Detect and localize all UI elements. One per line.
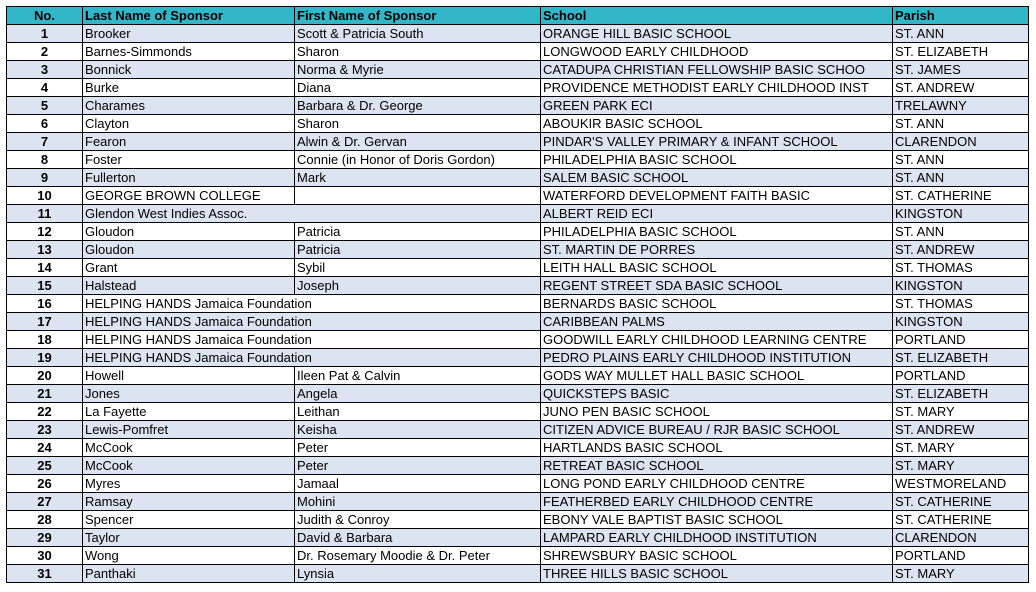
cell-school: CATADUPA CHRISTIAN FELLOWSHIP BASIC SCHOO [541,61,893,79]
cell-last-name: HELPING HANDS Jamaica Foundation [83,295,541,313]
table-row [7,331,1029,349]
cell-first-name: Connie (in Honor of Doris Gordon) [295,151,541,169]
cell-no: 4 [7,79,83,97]
cell-first-name: Diana [295,79,541,97]
cell-no: 5 [7,97,83,115]
table-row [7,349,1029,367]
cell-no: 2 [7,43,83,61]
table-row [7,79,1029,97]
cell-parish: CLARENDON [893,529,1029,547]
cell-last-name: Barnes-Simmonds [83,43,295,61]
cell-school: GODS WAY MULLET HALL BASIC SCHOOL [541,367,893,385]
sponsor-table-container [6,6,1028,583]
cell-parish: ST. ELIZABETH [893,385,1029,403]
cell-no: 19 [7,349,83,367]
table-row [7,529,1029,547]
cell-no: 31 [7,565,83,583]
cell-last-name: La Fayette [83,403,295,421]
table-row [7,457,1029,475]
cell-parish: KINGSTON [893,205,1029,223]
cell-parish: ST. CATHERINE [893,493,1029,511]
cell-no: 23 [7,421,83,439]
table-row [7,133,1029,151]
cell-school: RETREAT BASIC SCHOOL [541,457,893,475]
cell-first-name: Sharon [295,43,541,61]
cell-school: THREE HILLS BASIC SCHOOL [541,565,893,583]
cell-school: QUICKSTEPS BASIC [541,385,893,403]
cell-last-name: Glendon West Indies Assoc. [83,205,541,223]
cell-no: 3 [7,61,83,79]
table-row [7,547,1029,565]
cell-first-name: Norma & Myrie [295,61,541,79]
cell-no: 10 [7,187,83,205]
cell-no: 24 [7,439,83,457]
cell-parish: ST. ANN [893,151,1029,169]
cell-last-name: Spencer [83,511,295,529]
cell-school: LONG POND EARLY CHILDHOOD CENTRE [541,475,893,493]
table-row [7,277,1029,295]
cell-last-name: Howell [83,367,295,385]
cell-no: 14 [7,259,83,277]
cell-school: PEDRO PLAINS EARLY CHILDHOOD INSTITUTION [541,349,893,367]
cell-parish: WESTMORELAND [893,475,1029,493]
cell-school: LAMPARD EARLY CHILDHOOD INSTITUTION [541,529,893,547]
table-row [7,313,1029,331]
cell-parish: ST. ANN [893,115,1029,133]
table-row [7,115,1029,133]
cell-no: 8 [7,151,83,169]
header-first-name: First Name of Sponsor [295,7,541,25]
cell-last-name: Fearon [83,133,295,151]
cell-last-name: Fullerton [83,169,295,187]
cell-last-name: Lewis-Pomfret [83,421,295,439]
cell-parish: ST. THOMAS [893,259,1029,277]
cell-first-name: Dr. Rosemary Moodie & Dr. Peter [295,547,541,565]
table-row [7,295,1029,313]
cell-parish: ST. JAMES [893,61,1029,79]
cell-no: 21 [7,385,83,403]
table-row [7,187,1029,205]
cell-school: PHILADELPHIA BASIC SCHOOL [541,223,893,241]
cell-no: 6 [7,115,83,133]
cell-no: 12 [7,223,83,241]
cell-first-name: Sybil [295,259,541,277]
cell-school: LONGWOOD EARLY CHILDHOOD [541,43,893,61]
table-row [7,97,1029,115]
cell-school: LEITH HALL BASIC SCHOOL [541,259,893,277]
cell-last-name: Foster [83,151,295,169]
cell-parish: ST. THOMAS [893,295,1029,313]
cell-parish: ST. ELIZABETH [893,43,1029,61]
cell-school: ST. MARTIN DE PORRES [541,241,893,259]
cell-first-name: Lynsia [295,565,541,583]
table-row [7,475,1029,493]
cell-last-name: Burke [83,79,295,97]
cell-school: BERNARDS BASIC SCHOOL [541,295,893,313]
header-school: School [541,7,893,25]
cell-school: GREEN PARK ECI [541,97,893,115]
cell-first-name: David & Barbara [295,529,541,547]
cell-no: 20 [7,367,83,385]
cell-school: ABOUKIR BASIC SCHOOL [541,115,893,133]
cell-school: SALEM BASIC SCHOOL [541,169,893,187]
cell-parish: ST. ANDREW [893,79,1029,97]
cell-parish: TRELAWNY [893,97,1029,115]
table-row [7,61,1029,79]
cell-last-name: Clayton [83,115,295,133]
cell-parish: CLARENDON [893,133,1029,151]
cell-parish: ST. ANN [893,169,1029,187]
table-row [7,493,1029,511]
cell-parish: ST. ANDREW [893,421,1029,439]
table-row [7,43,1029,61]
cell-last-name: McCook [83,439,295,457]
cell-no: 26 [7,475,83,493]
cell-last-name: Myres [83,475,295,493]
cell-parish: ST. CATHERINE [893,187,1029,205]
cell-parish: ST. ANN [893,223,1029,241]
cell-last-name: HELPING HANDS Jamaica Foundation [83,349,541,367]
table-row [7,367,1029,385]
cell-last-name: Gloudon [83,241,295,259]
cell-no: 7 [7,133,83,151]
cell-school: JUNO PEN BASIC SCHOOL [541,403,893,421]
cell-no: 11 [7,205,83,223]
cell-no: 18 [7,331,83,349]
table-row [7,421,1029,439]
cell-first-name: Leithan [295,403,541,421]
cell-last-name: Taylor [83,529,295,547]
cell-school: PHILADELPHIA BASIC SCHOOL [541,151,893,169]
cell-last-name: Grant [83,259,295,277]
cell-no: 28 [7,511,83,529]
table-row [7,151,1029,169]
header-last-name: Last Name of Sponsor [83,7,295,25]
cell-first-name: Mark [295,169,541,187]
cell-no: 16 [7,295,83,313]
cell-first-name: Peter [295,457,541,475]
cell-last-name: Gloudon [83,223,295,241]
cell-first-name: Ileen Pat & Calvin [295,367,541,385]
cell-no: 15 [7,277,83,295]
table-row [7,205,1029,223]
header-no: No. [7,7,83,25]
cell-parish: PORTLAND [893,547,1029,565]
cell-school: HARTLANDS BASIC SCHOOL [541,439,893,457]
cell-no: 29 [7,529,83,547]
cell-parish: ST. CATHERINE [893,511,1029,529]
cell-parish: ST. ANN [893,25,1029,43]
cell-first-name: Scott & Patricia South [295,25,541,43]
cell-first-name: Patricia [295,241,541,259]
cell-school: EBONY VALE BAPTIST BASIC SCHOOL [541,511,893,529]
cell-school: PINDAR'S VALLEY PRIMARY & INFANT SCHOOL [541,133,893,151]
table-row [7,565,1029,583]
cell-last-name: GEORGE BROWN COLLEGE [83,187,295,205]
cell-first-name: Alwin & Dr. Gervan [295,133,541,151]
cell-first-name [295,187,541,205]
cell-parish: ST. MARY [893,457,1029,475]
cell-school: CITIZEN ADVICE BUREAU / RJR BASIC SCHOOL [541,421,893,439]
cell-no: 9 [7,169,83,187]
cell-school: REGENT STREET SDA BASIC SCHOOL [541,277,893,295]
cell-last-name: Halstead [83,277,295,295]
cell-last-name: Bonnick [83,61,295,79]
cell-no: 1 [7,25,83,43]
table-row [7,259,1029,277]
cell-first-name: Sharon [295,115,541,133]
cell-last-name: Ramsay [83,493,295,511]
cell-last-name: Charames [83,97,295,115]
cell-parish: ST. ELIZABETH [893,349,1029,367]
cell-first-name: Angela [295,385,541,403]
table-row [7,385,1029,403]
cell-parish: ST. MARY [893,439,1029,457]
cell-last-name: HELPING HANDS Jamaica Foundation [83,313,541,331]
cell-parish: PORTLAND [893,331,1029,349]
cell-no: 17 [7,313,83,331]
cell-last-name: HELPING HANDS Jamaica Foundation [83,331,541,349]
table-row [7,439,1029,457]
cell-first-name: Barbara & Dr. George [295,97,541,115]
cell-school: WATERFORD DEVELOPMENT FAITH BASIC [541,187,893,205]
sponsor-table [6,6,1029,583]
cell-last-name: Panthaki [83,565,295,583]
table-row [7,241,1029,259]
cell-first-name: Keisha [295,421,541,439]
cell-last-name: Jones [83,385,295,403]
cell-school: PROVIDENCE METHODIST EARLY CHILDHOOD INST [541,79,893,97]
cell-first-name: Jamaal [295,475,541,493]
cell-last-name: McCook [83,457,295,475]
cell-last-name: Brooker [83,25,295,43]
table-row [7,223,1029,241]
cell-first-name: Peter [295,439,541,457]
cell-parish: KINGSTON [893,313,1029,331]
table-header-row [7,7,1029,25]
cell-parish: ST. ANDREW [893,241,1029,259]
cell-school: ORANGE HILL BASIC SCHOOL [541,25,893,43]
table-row [7,403,1029,421]
cell-first-name: Patricia [295,223,541,241]
cell-last-name: Wong [83,547,295,565]
cell-parish: KINGSTON [893,277,1029,295]
cell-first-name: Mohini [295,493,541,511]
cell-school: FEATHERBED EARLY CHILDHOOD CENTRE [541,493,893,511]
header-parish: Parish [893,7,1029,25]
cell-parish: ST. MARY [893,403,1029,421]
cell-no: 27 [7,493,83,511]
table-body [7,25,1029,583]
cell-no: 25 [7,457,83,475]
table-row [7,511,1029,529]
table-row [7,25,1029,43]
cell-school: SHREWSBURY BASIC SCHOOL [541,547,893,565]
cell-parish: ST. MARY [893,565,1029,583]
cell-first-name: Judith & Conroy [295,511,541,529]
cell-no: 22 [7,403,83,421]
table-row [7,169,1029,187]
cell-school: CARIBBEAN PALMS [541,313,893,331]
cell-school: ALBERT REID ECI [541,205,893,223]
cell-no: 13 [7,241,83,259]
cell-first-name: Joseph [295,277,541,295]
cell-no: 30 [7,547,83,565]
cell-parish: PORTLAND [893,367,1029,385]
cell-school: GOODWILL EARLY CHILDHOOD LEARNING CENTRE [541,331,893,349]
